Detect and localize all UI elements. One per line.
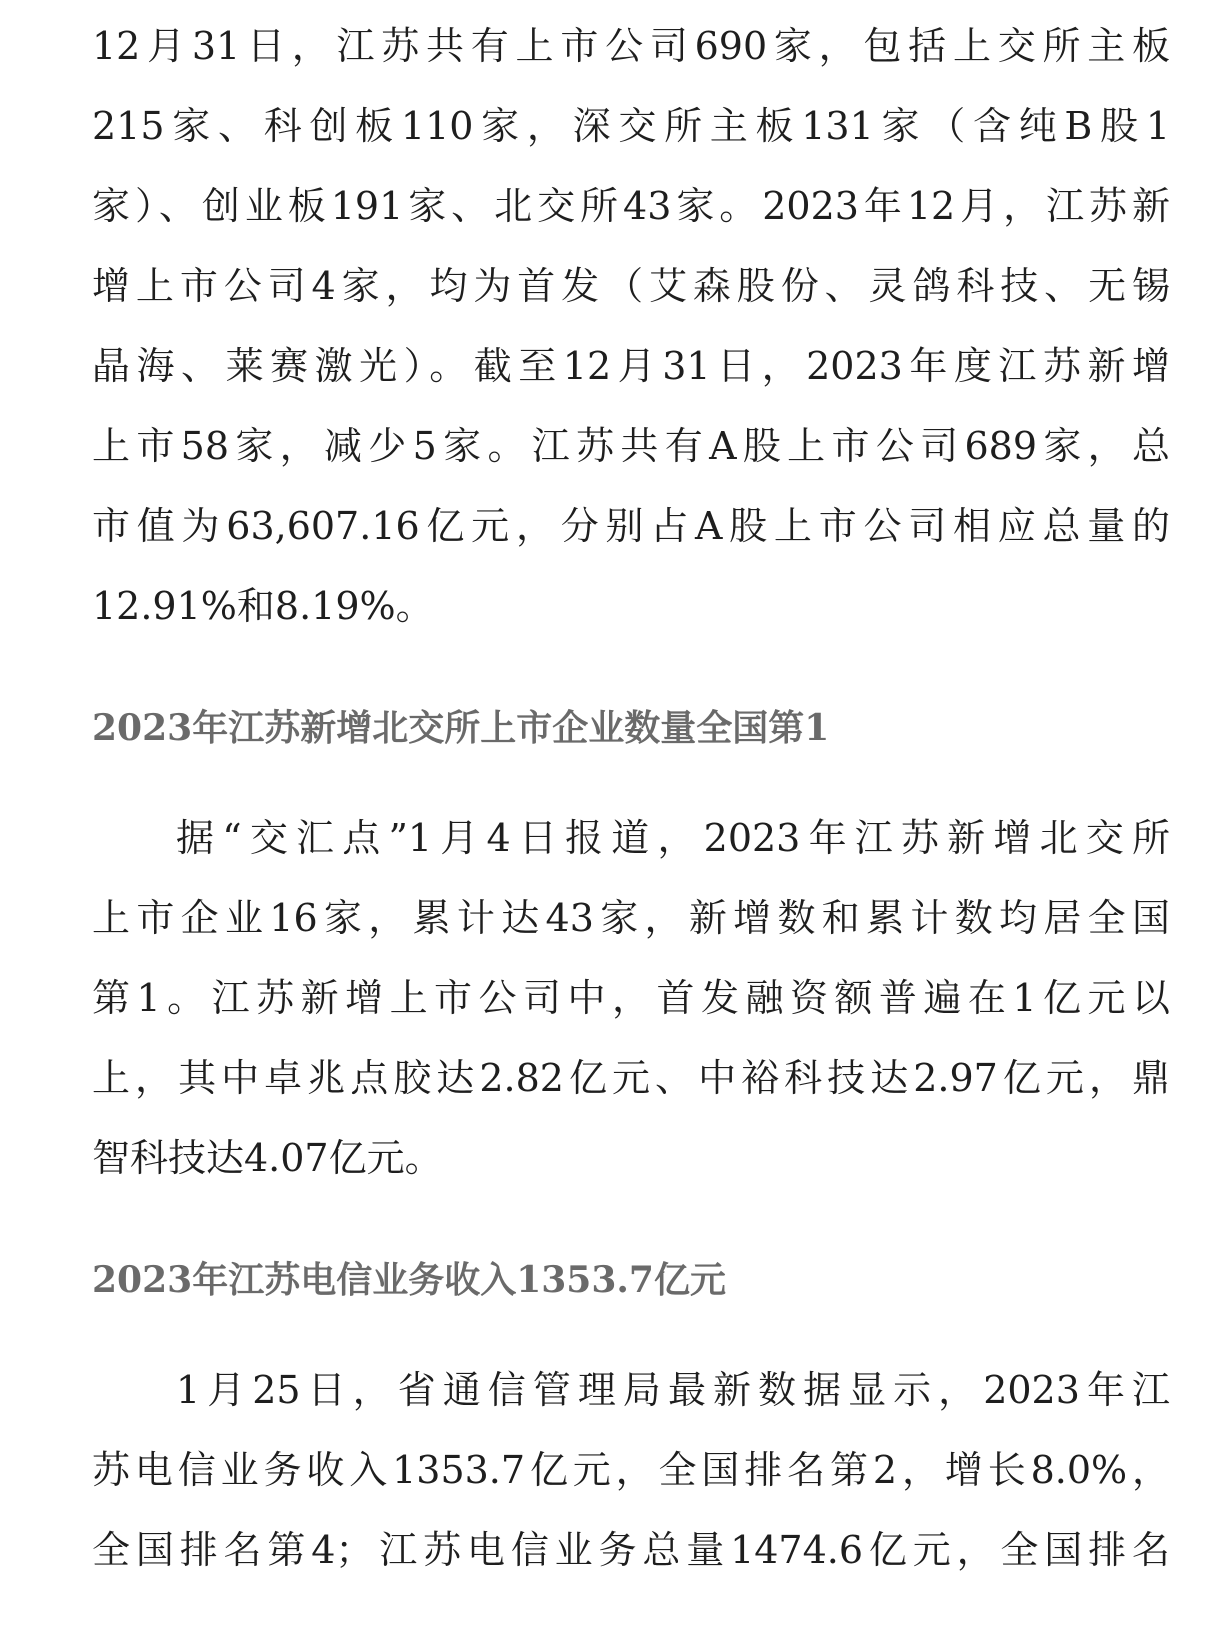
text-line: 第1。江苏新增上市公司中，首发融资额普遍在1亿元以: [92, 976, 1170, 1020]
text-line: 晶海、莱赛激光）。截至12月31日，2023年度江苏新增: [92, 344, 1170, 388]
text-line: 上市58家，减少5家。江苏共有A股上市公司689家，总: [92, 424, 1170, 468]
text-line: 据“交汇点”1月4日报道，2023年江苏新增北交所: [176, 816, 1170, 860]
section-heading: 2023年江苏新增北交所上市企业数量全国第1: [92, 707, 830, 749]
text-line: 苏电信业务收入1353.7亿元，全国排名第2，增长8.0%，: [92, 1448, 1170, 1492]
text-line: 市值为63,607.16亿元，分别占A股上市公司相应总量的: [92, 504, 1170, 548]
document-page: [92, 0, 1170, 1590]
text-line: 上，其中卓兆点胶达2.82亿元、中裕科技达2.97亿元，鼎: [92, 1056, 1170, 1100]
text-line: 家）、创业板191家、北交所43家。2023年12月，江苏新: [92, 184, 1170, 228]
text-line: 12.91%和8.19%。: [92, 584, 434, 628]
section-2: [92, 1250, 1170, 1590]
text-line: 1月25日，省通信管理局最新数据显示，2023年江: [176, 1368, 1170, 1412]
text-line: 全国排名第4；江苏电信业务总量1474.6亿元，全国排名: [92, 1528, 1170, 1572]
section-1: [92, 698, 1170, 1198]
text-line: 增上市公司4家，均为首发（艾森股份、灵鸽科技、无锡: [92, 264, 1170, 308]
text-line: 215家、科创板110家，深交所主板131家（含纯B股1: [92, 104, 1170, 148]
text-line: 智科技达4.07亿元。: [92, 1136, 443, 1180]
text-line: 12月31日，江苏共有上市公司690家，包括上交所主板: [92, 24, 1170, 68]
paragraph-1: [92, 6, 1170, 646]
section-heading: 2023年江苏电信业务收入1353.7亿元: [92, 1259, 726, 1301]
text-line: 上市企业16家，累计达43家，新增数和累计数均居全国: [92, 896, 1170, 940]
